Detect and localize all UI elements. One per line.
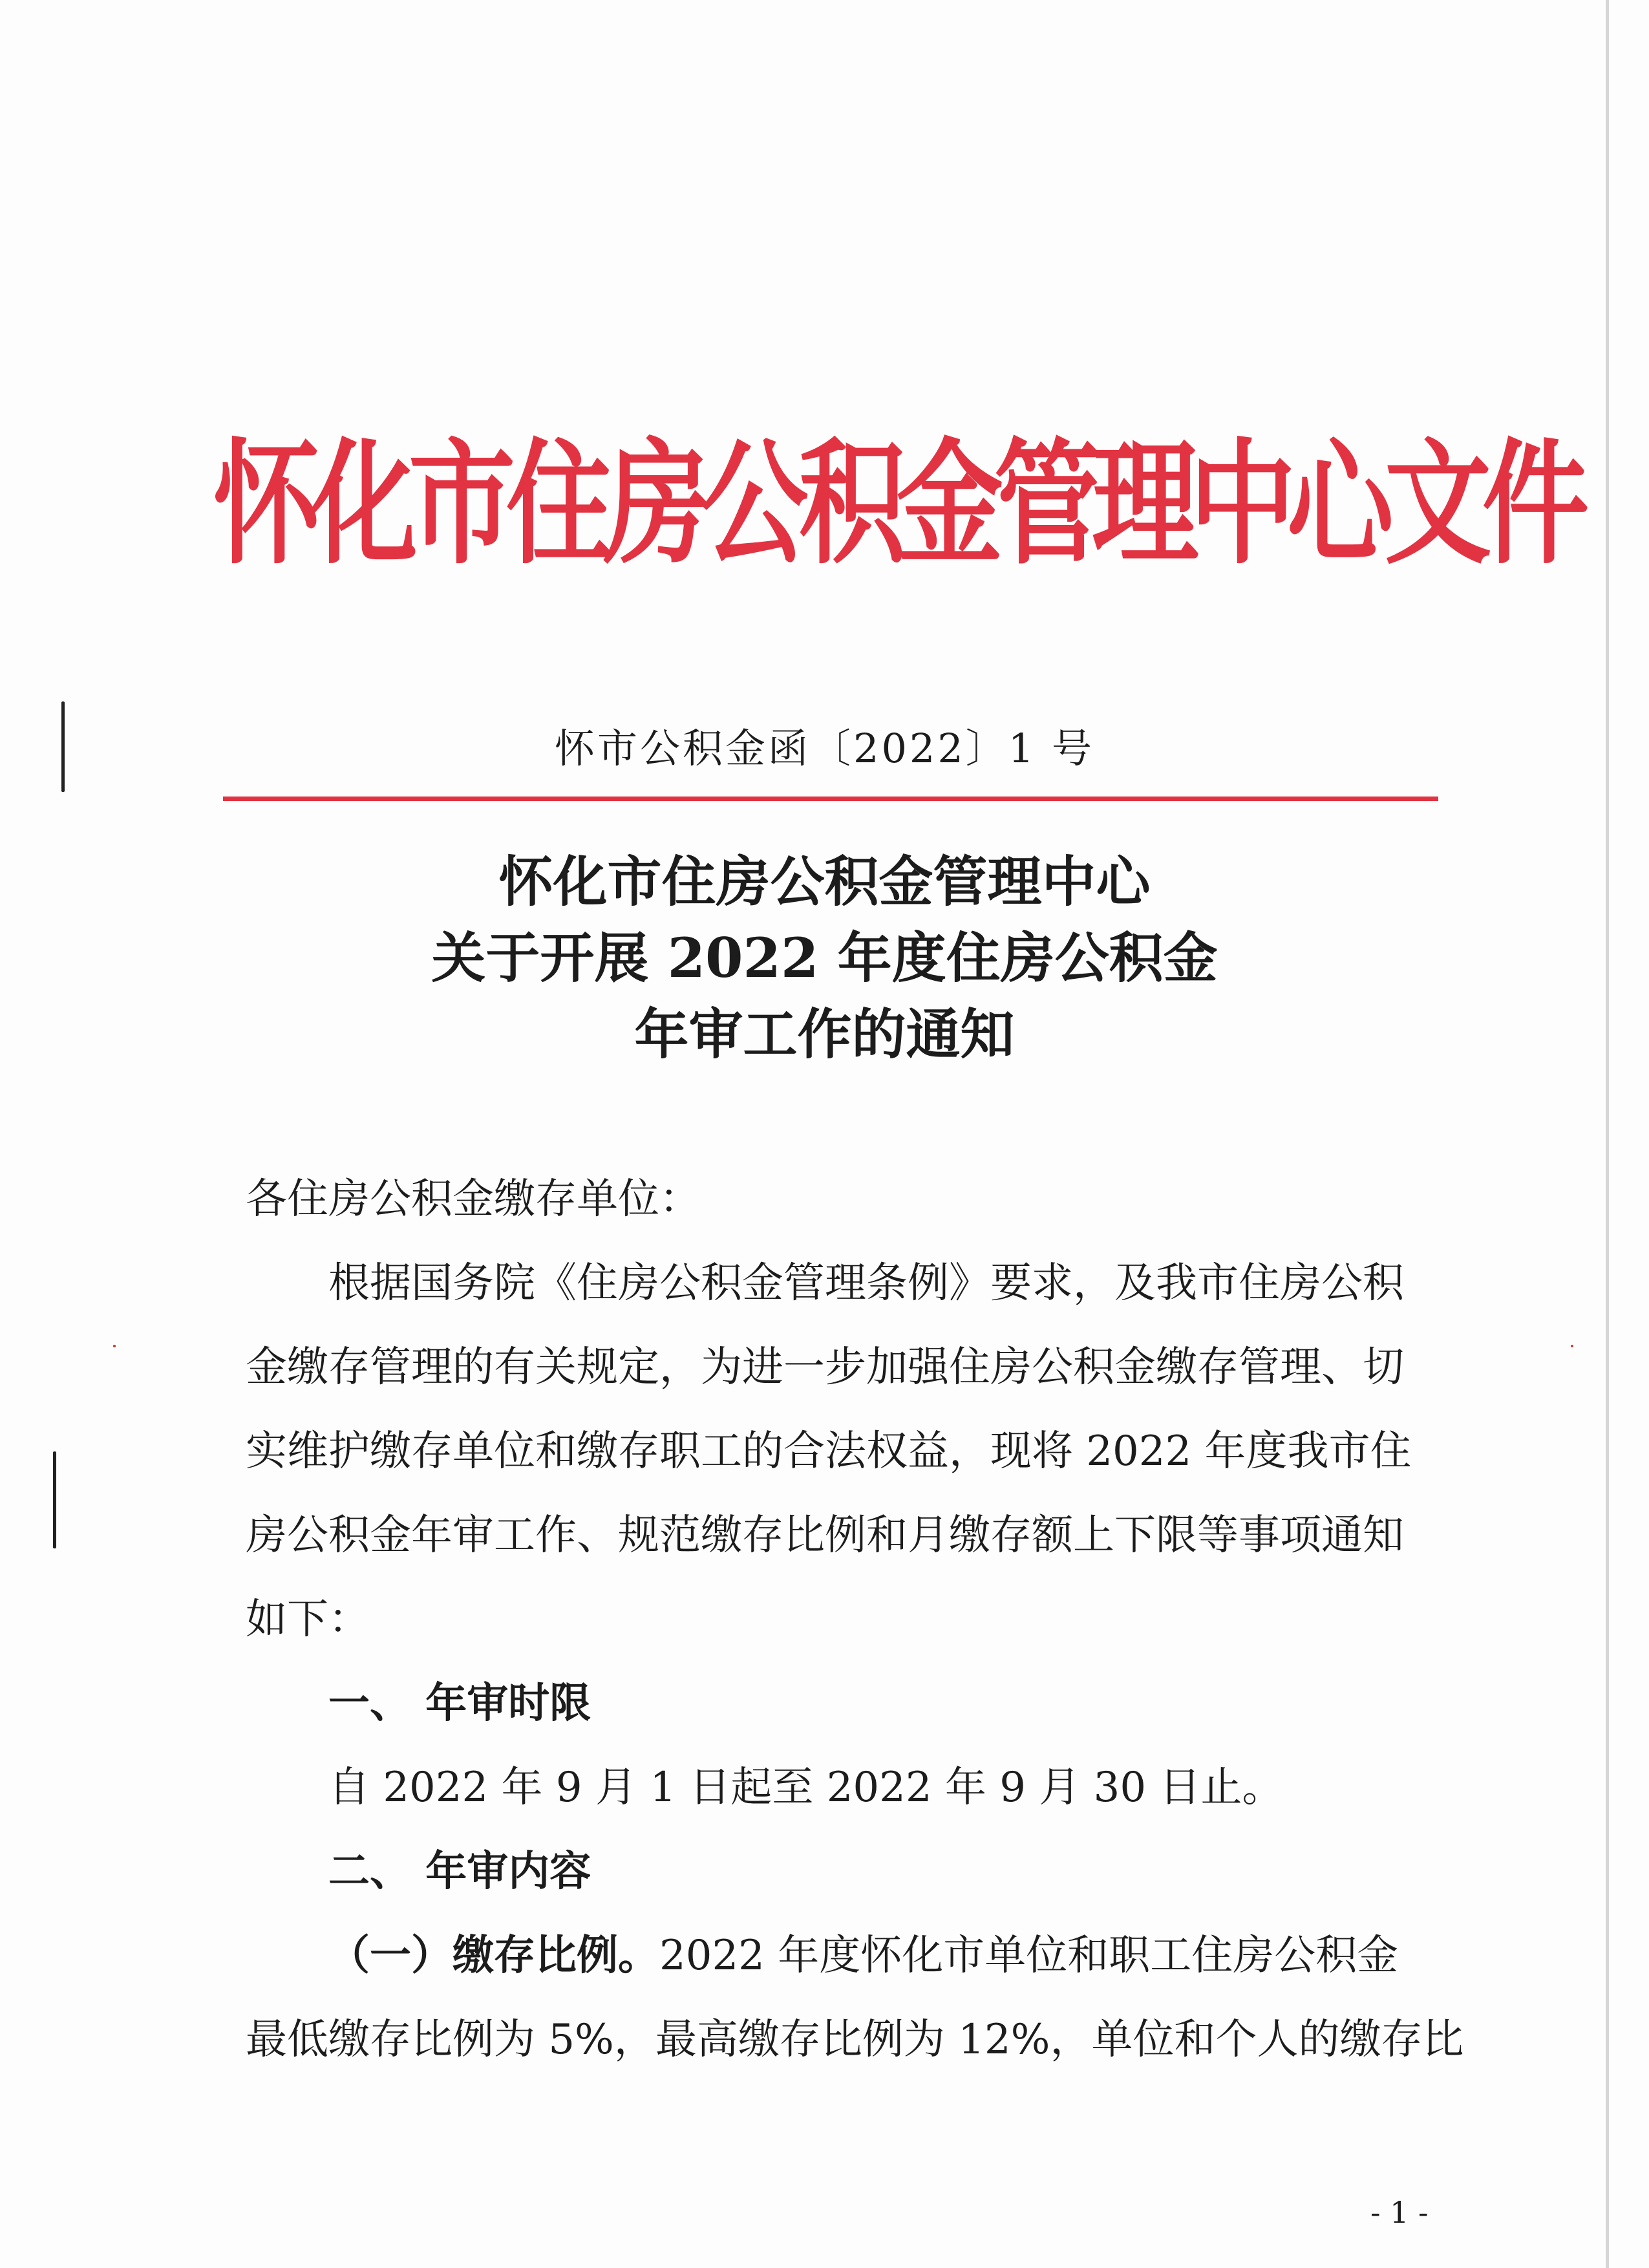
binding-mark xyxy=(53,1451,56,1548)
paragraph-line xyxy=(246,1914,1435,1998)
paragraph-line: 实维护缴存单位和缴存职工的合法权益，现将 2022 年度我市住 xyxy=(246,1428,1412,1475)
paragraph-line: 根据国务院《住房公积金管理条例》要求，及我市住房公积 xyxy=(328,1259,1404,1307)
title-line: 年审工作的通知 xyxy=(634,1002,1015,1066)
notice-body xyxy=(246,1157,1464,2082)
red-divider-rule xyxy=(223,797,1438,801)
item-text: 2022 年度怀化市单位和职工住房公积金 xyxy=(659,1932,1399,1980)
salutation: 各住房公积金缴存单位： xyxy=(246,1175,701,1223)
title-line: 怀化市住房公积金管理中心 xyxy=(498,850,1151,914)
notice-title xyxy=(0,844,1649,1073)
paragraph-line: 金缴存管理的有关规定，为进一步加强住房公积金缴存管理、切 xyxy=(246,1343,1404,1391)
paragraph-line: 自 2022 年 9 月 1 日起至 2022 年 9 月 30 日止。 xyxy=(328,1764,1284,1812)
paragraph-line: 房公积金年审工作、规范缴存比例和月缴存额上下限等事项通知 xyxy=(246,1512,1404,1559)
scan-speck xyxy=(113,1345,116,1347)
scan-speck xyxy=(1571,1345,1573,1347)
document-number: 怀市公积金函〔2022〕1 号 xyxy=(555,725,1094,772)
document-masthead: 怀化市住房公积金管理中心文件 xyxy=(213,425,1580,583)
page-number: - 1 - xyxy=(1370,2195,1429,2230)
title-line: 关于开展 2022 年度住房公积金 xyxy=(431,926,1218,990)
item-label: （一）缴存比例。 xyxy=(328,1932,659,1980)
scan-edge-line xyxy=(1606,0,1609,2268)
section-heading: 一、 年审时限 xyxy=(328,1680,591,1728)
paragraph-line: 如下： xyxy=(246,1596,370,1643)
section-heading: 二、 年审内容 xyxy=(328,1848,591,1896)
paragraph-line: 最低缴存比例为 5%，最高缴存比例为 12%，单位和个人的缴存比 xyxy=(246,2016,1464,2064)
